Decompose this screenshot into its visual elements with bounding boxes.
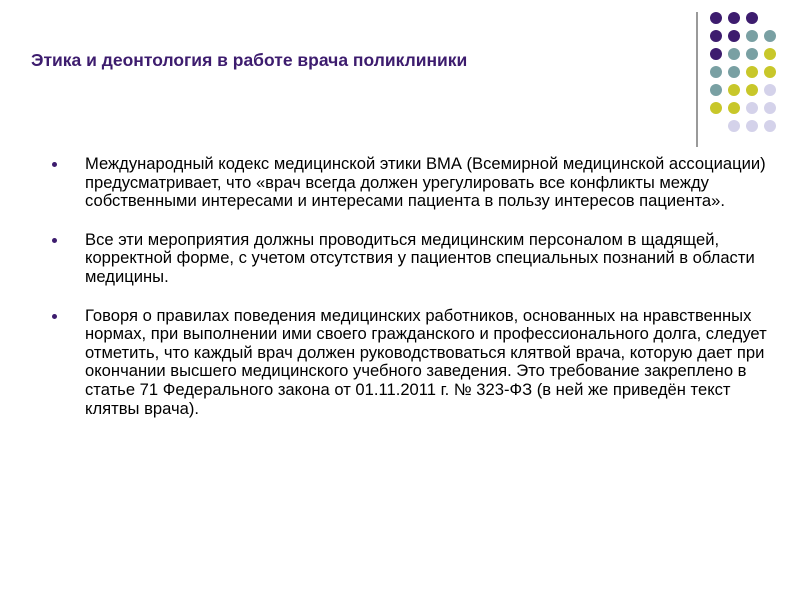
bullet-item [52, 231, 772, 287]
bullet-dot-icon [52, 162, 57, 167]
decorative-dot-icon [764, 48, 776, 60]
decorative-dot-icon [764, 102, 776, 114]
bullet-text: Все эти мероприятия должны проводиться медицинским персоналом в щадящей, корректной форме, с учетом отсутствия у пациентов специальных познаний в области медицины. [85, 229, 755, 286]
bullet-dot-icon [52, 314, 57, 319]
decorative-dot-icon [728, 48, 740, 60]
decorative-dot-icon [746, 48, 758, 60]
decorative-dot-icon [728, 30, 740, 42]
decorative-dot-icon [728, 120, 740, 132]
bullet-dot-icon [52, 238, 57, 243]
decorative-dot-icon [746, 30, 758, 42]
decorative-dot-icon [764, 120, 776, 132]
decorative-dot-icon [710, 30, 722, 42]
decorative-dot-icon [746, 12, 758, 24]
decorative-dot-icon [764, 66, 776, 78]
decorative-dot-grid [0, 0, 800, 160]
decorative-dot-icon [728, 84, 740, 96]
decorative-dot-icon [746, 66, 758, 78]
decorative-dot-icon [710, 48, 722, 60]
decorative-dot-icon [710, 102, 722, 114]
decorative-dot-icon [746, 102, 758, 114]
slide-title: Этика и деонтология в работе врача поликлиники [31, 50, 468, 70]
decorative-dot-icon [764, 84, 776, 96]
decorative-dot-icon [746, 84, 758, 96]
decorative-dot-icon [728, 102, 740, 114]
decorative-dot-icon [710, 66, 722, 78]
decorative-dot-icon [728, 12, 740, 24]
decorative-dot-icon [710, 12, 722, 24]
bullet-item [52, 155, 772, 211]
bullet-item [52, 307, 772, 419]
decorative-dot-icon [746, 120, 758, 132]
bullet-text: Международный кодекс медицинской этики ВМА (Всемирной медицинской ассоциации) предусматривает, что «врач всегда должен урегулировать все конфликты между собственными интересами и интересами пациента в пользу интересов пациента». [85, 154, 766, 211]
bullet-list [52, 155, 772, 438]
decorative-dot-icon [710, 84, 722, 96]
decorative-dot-icon [764, 30, 776, 42]
decorative-dot-icon [728, 66, 740, 78]
bullet-text: Говоря о правилах поведения медицинских работников, основанных на нравственных нормах, при выполнении ими своего гражданского и профессионального долга, следует отметить, что каждый врач должен руководствоваться клятвой врача, которую дает при окончании высшего медицинского учебного заведения. Это требование закреплено в статье 71 Федерального закона от 01.11.2011 г. № 323-ФЗ (в ней же приведён текст клятвы врача). [85, 305, 767, 418]
